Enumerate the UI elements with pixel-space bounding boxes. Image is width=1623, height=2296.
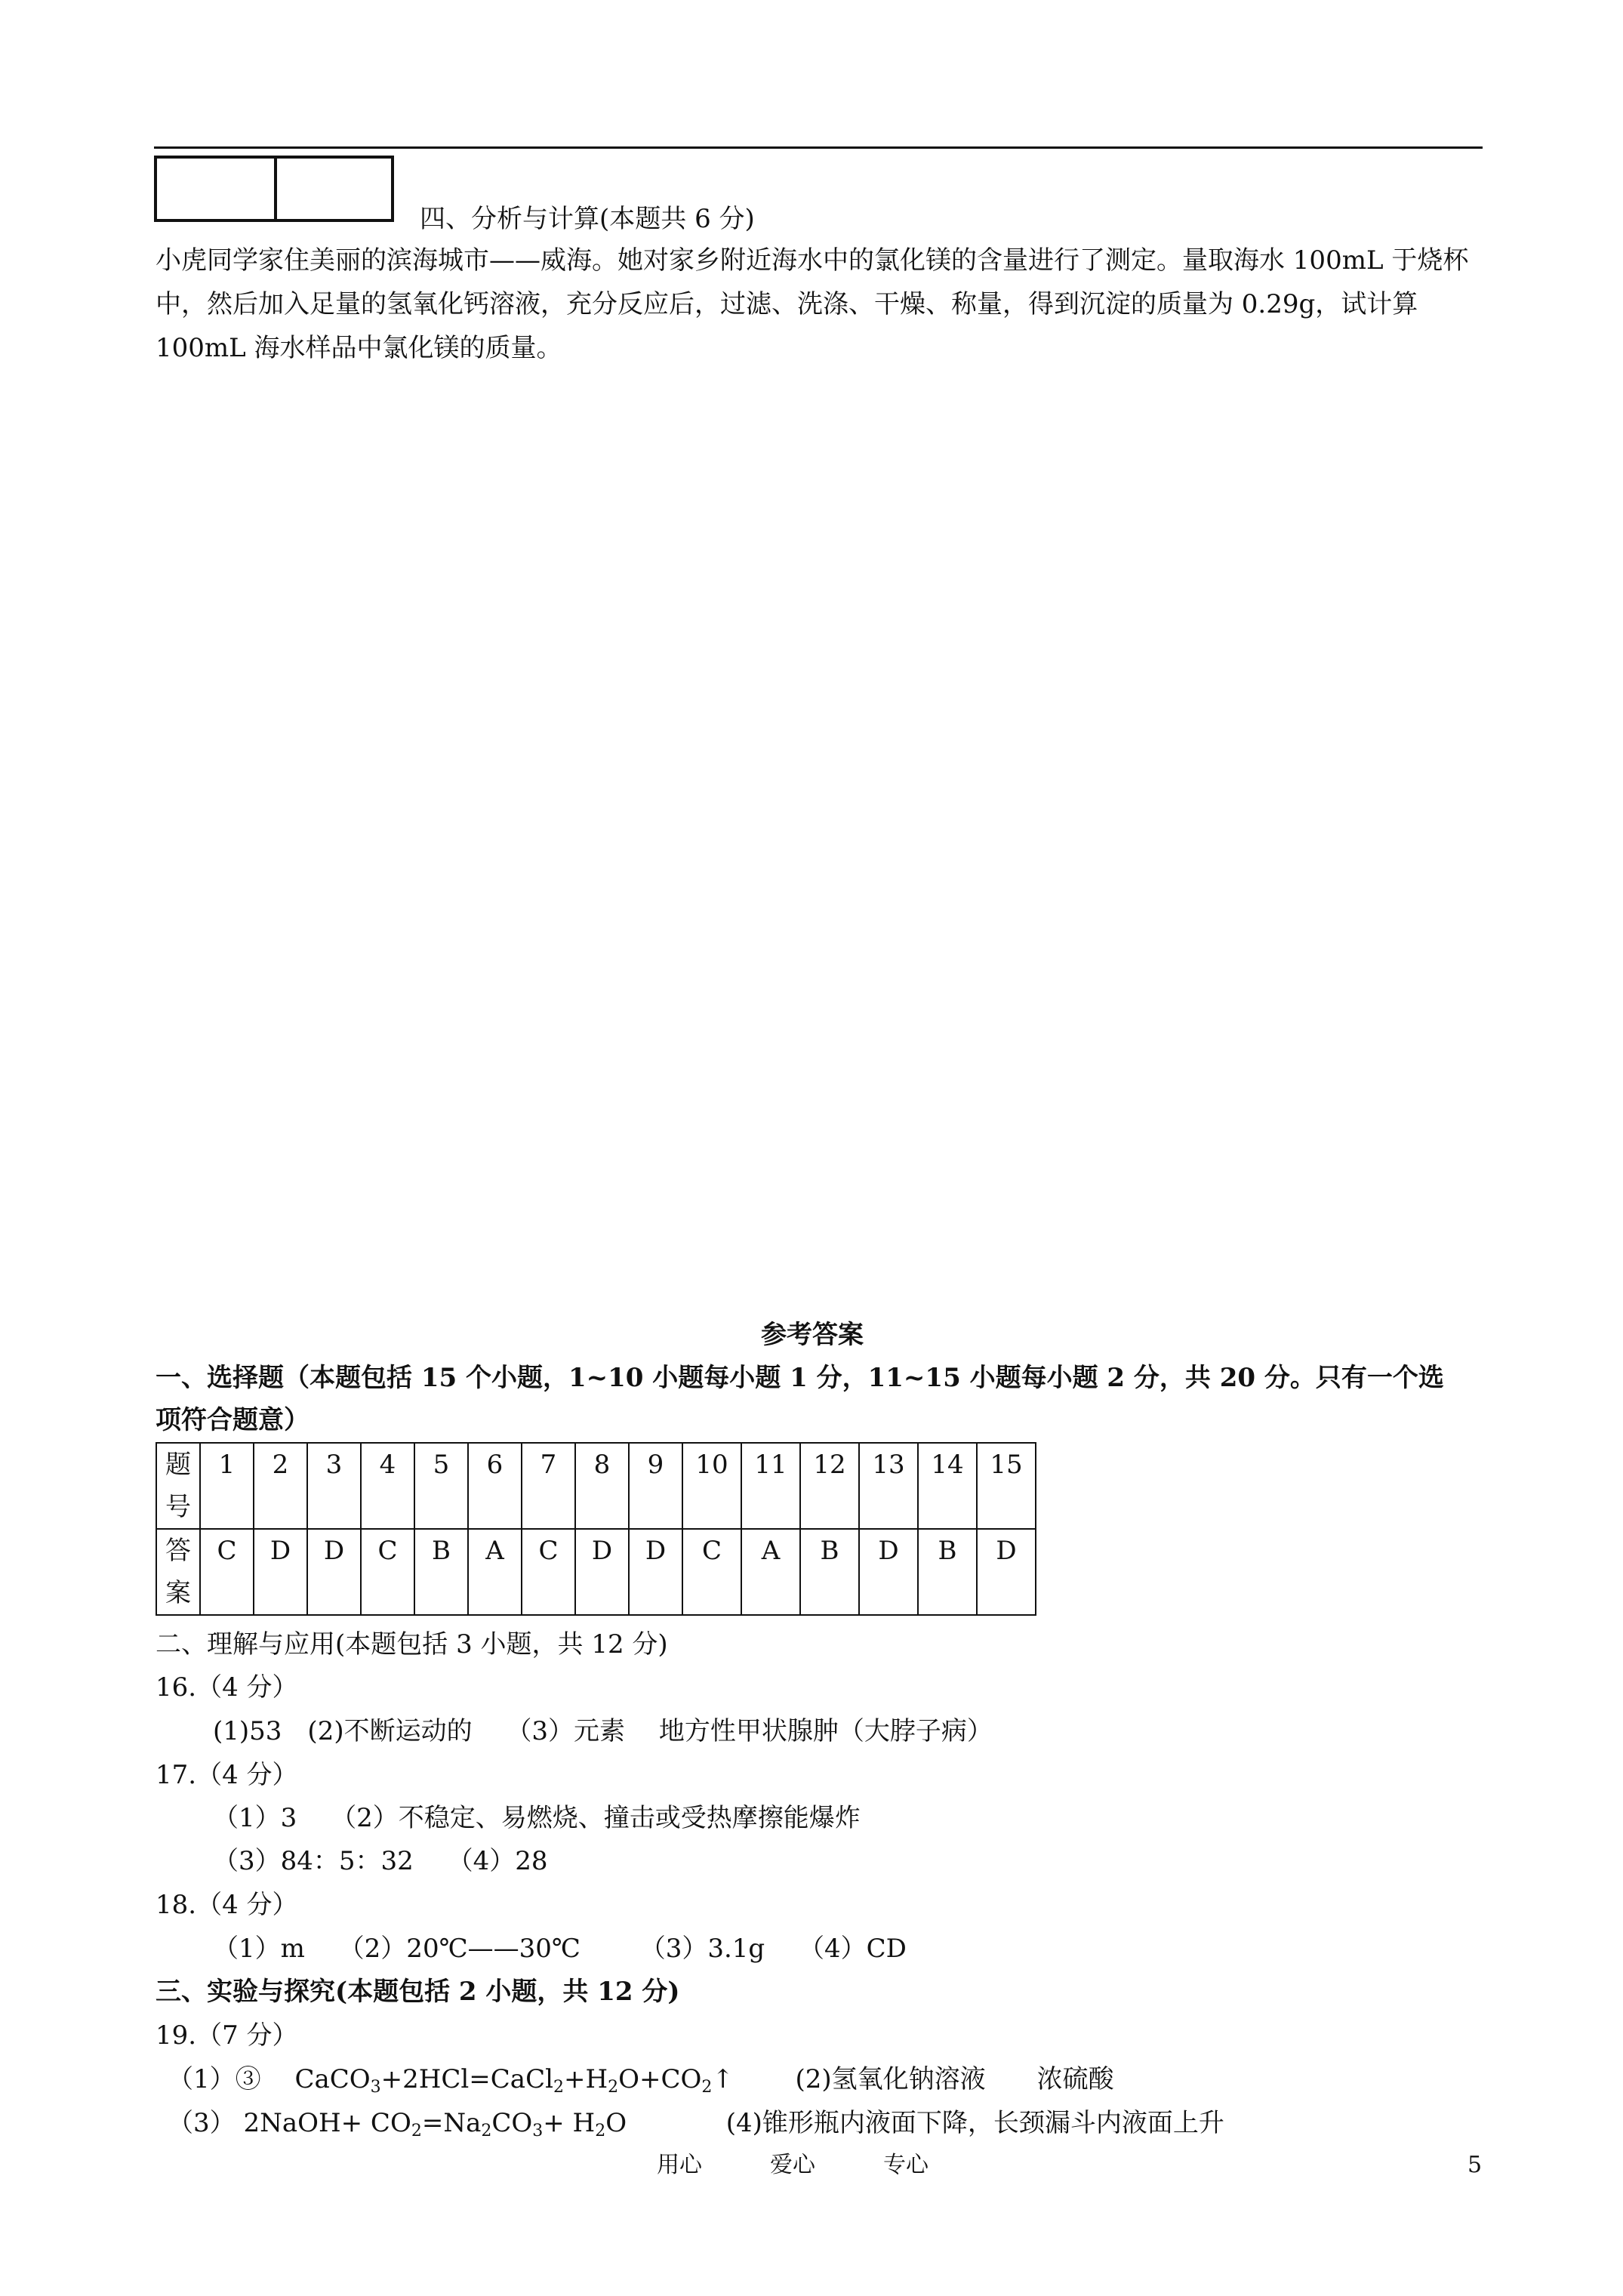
answer-cell: C [361, 1529, 414, 1615]
section4-heading: 四、分析与计算(本题共 6 分) [420, 204, 755, 234]
answers-title: 参考答案 [761, 1320, 864, 1350]
answer-cell: C [200, 1529, 254, 1615]
answer-cell: B [414, 1529, 468, 1615]
number-cell: 13 [859, 1443, 918, 1529]
number-cell: 1 [200, 1443, 254, 1529]
q18-answer: （1）m （2）20℃——30℃ （3）3.1g （4）CD [213, 1934, 907, 1964]
number-cell: 14 [918, 1443, 977, 1529]
number-cell: 15 [977, 1443, 1036, 1529]
q17-label: 17.（4 分） [156, 1760, 298, 1790]
q19-answer-1 [168, 2058, 1114, 2109]
number-cell: 3 [307, 1443, 361, 1529]
answer-cell: B [800, 1529, 859, 1615]
q19-equation-1: $CaCO_3+2HCl=CaCl_2+H_2O+CO_2↑$ [294, 2064, 734, 2097]
answer-cell: C [522, 1529, 575, 1615]
q16-answer: (1)53 (2)不断运动的 （3）元素 地方性甲状腺肿（大脖子病） [213, 1716, 993, 1746]
answer-cell: D [977, 1529, 1036, 1615]
q19-a2-suffix: (4)锥形瓶内液面下降，长颈漏斗内液面上升 [725, 2108, 1224, 2138]
number-cell: 6 [468, 1443, 522, 1529]
section2-heading: 二、理解与应用(本题包括 3 小题，共 12 分) [156, 1629, 668, 1660]
row-label-number: 题 号 [156, 1443, 200, 1529]
q19-equation-2: 2NaOH+ $CO_2=Na_2CO_3+ H_2O$ [243, 2108, 627, 2140]
number-cell: 12 [800, 1443, 859, 1529]
q17-answer-1: （1）3 （2）不稳定、易燃烧、撞击或受热摩擦能爆炸 [213, 1803, 861, 1833]
number-cell: 8 [575, 1443, 629, 1529]
answer-cell: D [859, 1529, 918, 1615]
answer-table [156, 1442, 1036, 1616]
score-box-divider [274, 159, 277, 219]
q19-a1-prefix: （1）③ [168, 2064, 295, 2094]
q16-label: 16.（4 分） [156, 1672, 298, 1703]
answer-cell: A [468, 1529, 522, 1615]
number-cell: 5 [414, 1443, 468, 1529]
number-cell: 9 [629, 1443, 682, 1529]
section1-heading-line1: 一、选择题（本题包括 15 个小题，1~10 小题每小题 1 分，11~15 小题每小题 2 分，共 20 分。只有一个选 [156, 1363, 1444, 1393]
number-cell: 10 [682, 1443, 741, 1529]
q19-label: 19.（7 分） [156, 2020, 298, 2051]
q17-answer-2: （3）84：5：32 （4）28 [213, 1846, 548, 1876]
top-rule [154, 146, 1483, 149]
answer-cell: D [575, 1529, 629, 1615]
number-cell: 11 [741, 1443, 800, 1529]
section3-heading: 三、实验与探究(本题包括 2 小题，共 12 分) [156, 1977, 680, 2007]
footer-motto: 用心 爱心 专心 [657, 2152, 929, 2178]
answer-cell: D [629, 1529, 682, 1615]
section1-heading-line2: 项符合题意） [156, 1405, 310, 1435]
q19-a2-prefix: （3） [168, 2108, 236, 2138]
number-cell: 7 [522, 1443, 575, 1529]
table-row-answers [156, 1529, 1036, 1615]
q18-label: 18.（4 分） [156, 1890, 298, 1920]
score-box [154, 156, 394, 222]
answer-cell: B [918, 1529, 977, 1615]
q19-a1-suffix: (2)氢氧化钠溶液 浓硫酸 [795, 2064, 1114, 2094]
number-cell: 4 [361, 1443, 414, 1529]
page-number: 5 [1467, 2152, 1483, 2178]
answer-cell: D [307, 1529, 361, 1615]
answer-cell: D [254, 1529, 307, 1615]
answer-cell: A [741, 1529, 800, 1615]
table-row-numbers [156, 1443, 1036, 1529]
answer-cell: C [682, 1529, 741, 1615]
q19-answer-2 [168, 2102, 1224, 2153]
row-label-answer: 答 案 [156, 1529, 200, 1615]
problem-text: 小虎同学家住美丽的滨海城市——威海。她对家乡附近海水中的氯化镁的含量进行了测定。量取海水 100mL 于烧杯中，然后加入足量的氢氧化钙溶液，充分反应后，过滤、洗涤、干燥、称量，得到沉淀的质量为 0.29g，试计算 100mL 海水样品中氯化镁的质量。 [156, 245, 1469, 363]
number-cell: 2 [254, 1443, 307, 1529]
